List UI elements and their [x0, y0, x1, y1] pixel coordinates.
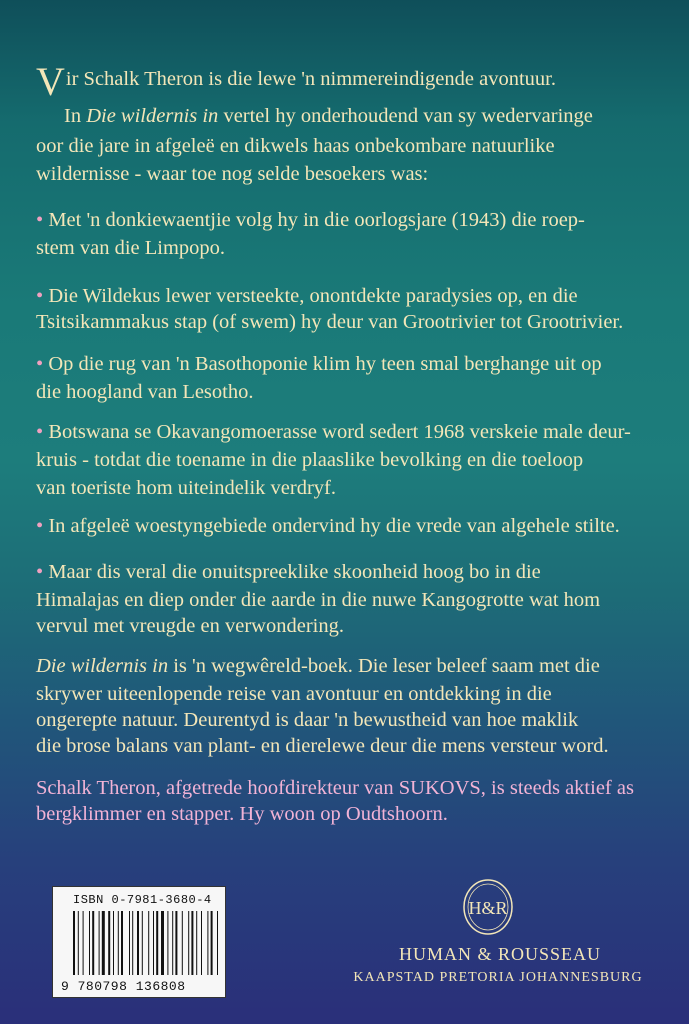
author-bio-line-1: Schalk Theron, afgetrede hoofdirekteur van SUKOVS, is steeds aktief as — [36, 777, 634, 799]
publisher-name: HUMAN & ROUSSEAU — [398, 944, 602, 964]
summary-line-4: die brose balans van plant- en dierelewe deur die mens versteur word. — [36, 735, 609, 757]
bullet-item-line: • In afgeleë woestyngebiede ondervind hy die vrede van algehele stilte. — [36, 515, 620, 537]
publisher-cities: KAAPSTAD PRETORIA JOHANNESBURG — [353, 970, 643, 985]
bullet-item-line: die hoogland van Lesotho. — [36, 381, 254, 403]
intro-line-3: oor die jare in afgeleë en dikwels haas onbekombare natuurlike — [36, 135, 555, 157]
barcode-digits: 9 780798 136808 — [61, 979, 186, 994]
bullet-icon: • — [36, 515, 44, 537]
intro-line-2: In Die wildernis in vertel hy onderhoudend van sy wedervaringe — [64, 105, 593, 127]
intro-line-4: wildernisse - waar toe nog selde besoekers was: — [36, 163, 429, 185]
bullet-item-line: Tsitsikammakus stap (of swem) hy deur van Grootrivier tot Grootrivier. — [36, 311, 624, 333]
bullet-item-line: • Op die rug van 'n Basothoponie klim hy teen smal berghange uit op — [36, 353, 602, 375]
isbn-barcode-box — [52, 886, 226, 998]
bullet-item-line: • Maar dis veral die onuitspreeklike skoonheid hoog bo in die — [36, 561, 541, 583]
summary-line-3: ongerepte natuur. Deurentyd is daar 'n bewustheid van hoe maklik — [36, 709, 579, 731]
bullet-icon: • — [36, 353, 44, 375]
summary-line-1: Die wildernis in is 'n wegwêreld-boek. Die leser beleef saam met die — [36, 655, 600, 677]
book-title: Die wildernis in — [86, 105, 219, 127]
isbn-label: ISBN 0-7981-3680-4 — [73, 893, 212, 907]
barcode-icon — [73, 911, 219, 975]
bullet-item-line: van toeriste hom uiteindelik verdryf. — [36, 477, 337, 499]
summary-book-title: Die wildernis in — [36, 655, 169, 677]
intro-line-1: Vir Schalk Theron is die lewe 'n nimmereindigende avontuur. — [36, 59, 556, 104]
bullet-icon: • — [36, 561, 44, 583]
author-bio-line-2: bergklimmer en stapper. Hy woon op Oudtshoorn. — [36, 803, 448, 825]
bullet-item-line: • Botswana se Okavangomoerasse word sedert 1968 verskeie male deur- — [36, 421, 631, 443]
bullet-item-line: vervul met vreugde en verwondering. — [36, 615, 344, 637]
bullet-item-line: Himalajas en diep onder die aarde in die nuwe Kangogrotte wat hom — [36, 589, 601, 611]
bullet-icon: • — [36, 421, 44, 443]
summary-line-2: skrywer uiteenlopende reise van avontuur en ontdekking in die — [36, 683, 552, 705]
publisher-logo-icon — [462, 878, 514, 936]
publisher-logo-text: H&R — [468, 898, 508, 918]
bullet-item-line: stem van die Limpopo. — [36, 237, 226, 259]
bullet-item-line: kruis - totdat die toename in die plaaslike bevolking en die toeloop — [36, 449, 584, 471]
bullet-item-line: • Die Wildekus lewer versteekte, onontdekte paradysies op, en die — [36, 285, 578, 307]
bullet-item-line: • Met 'n donkiewaentjie volg hy in die oorlogsjare (1943) die roep- — [36, 209, 585, 231]
bullet-icon: • — [36, 285, 44, 307]
bullet-icon: • — [36, 209, 44, 231]
drop-cap: V — [36, 59, 65, 104]
